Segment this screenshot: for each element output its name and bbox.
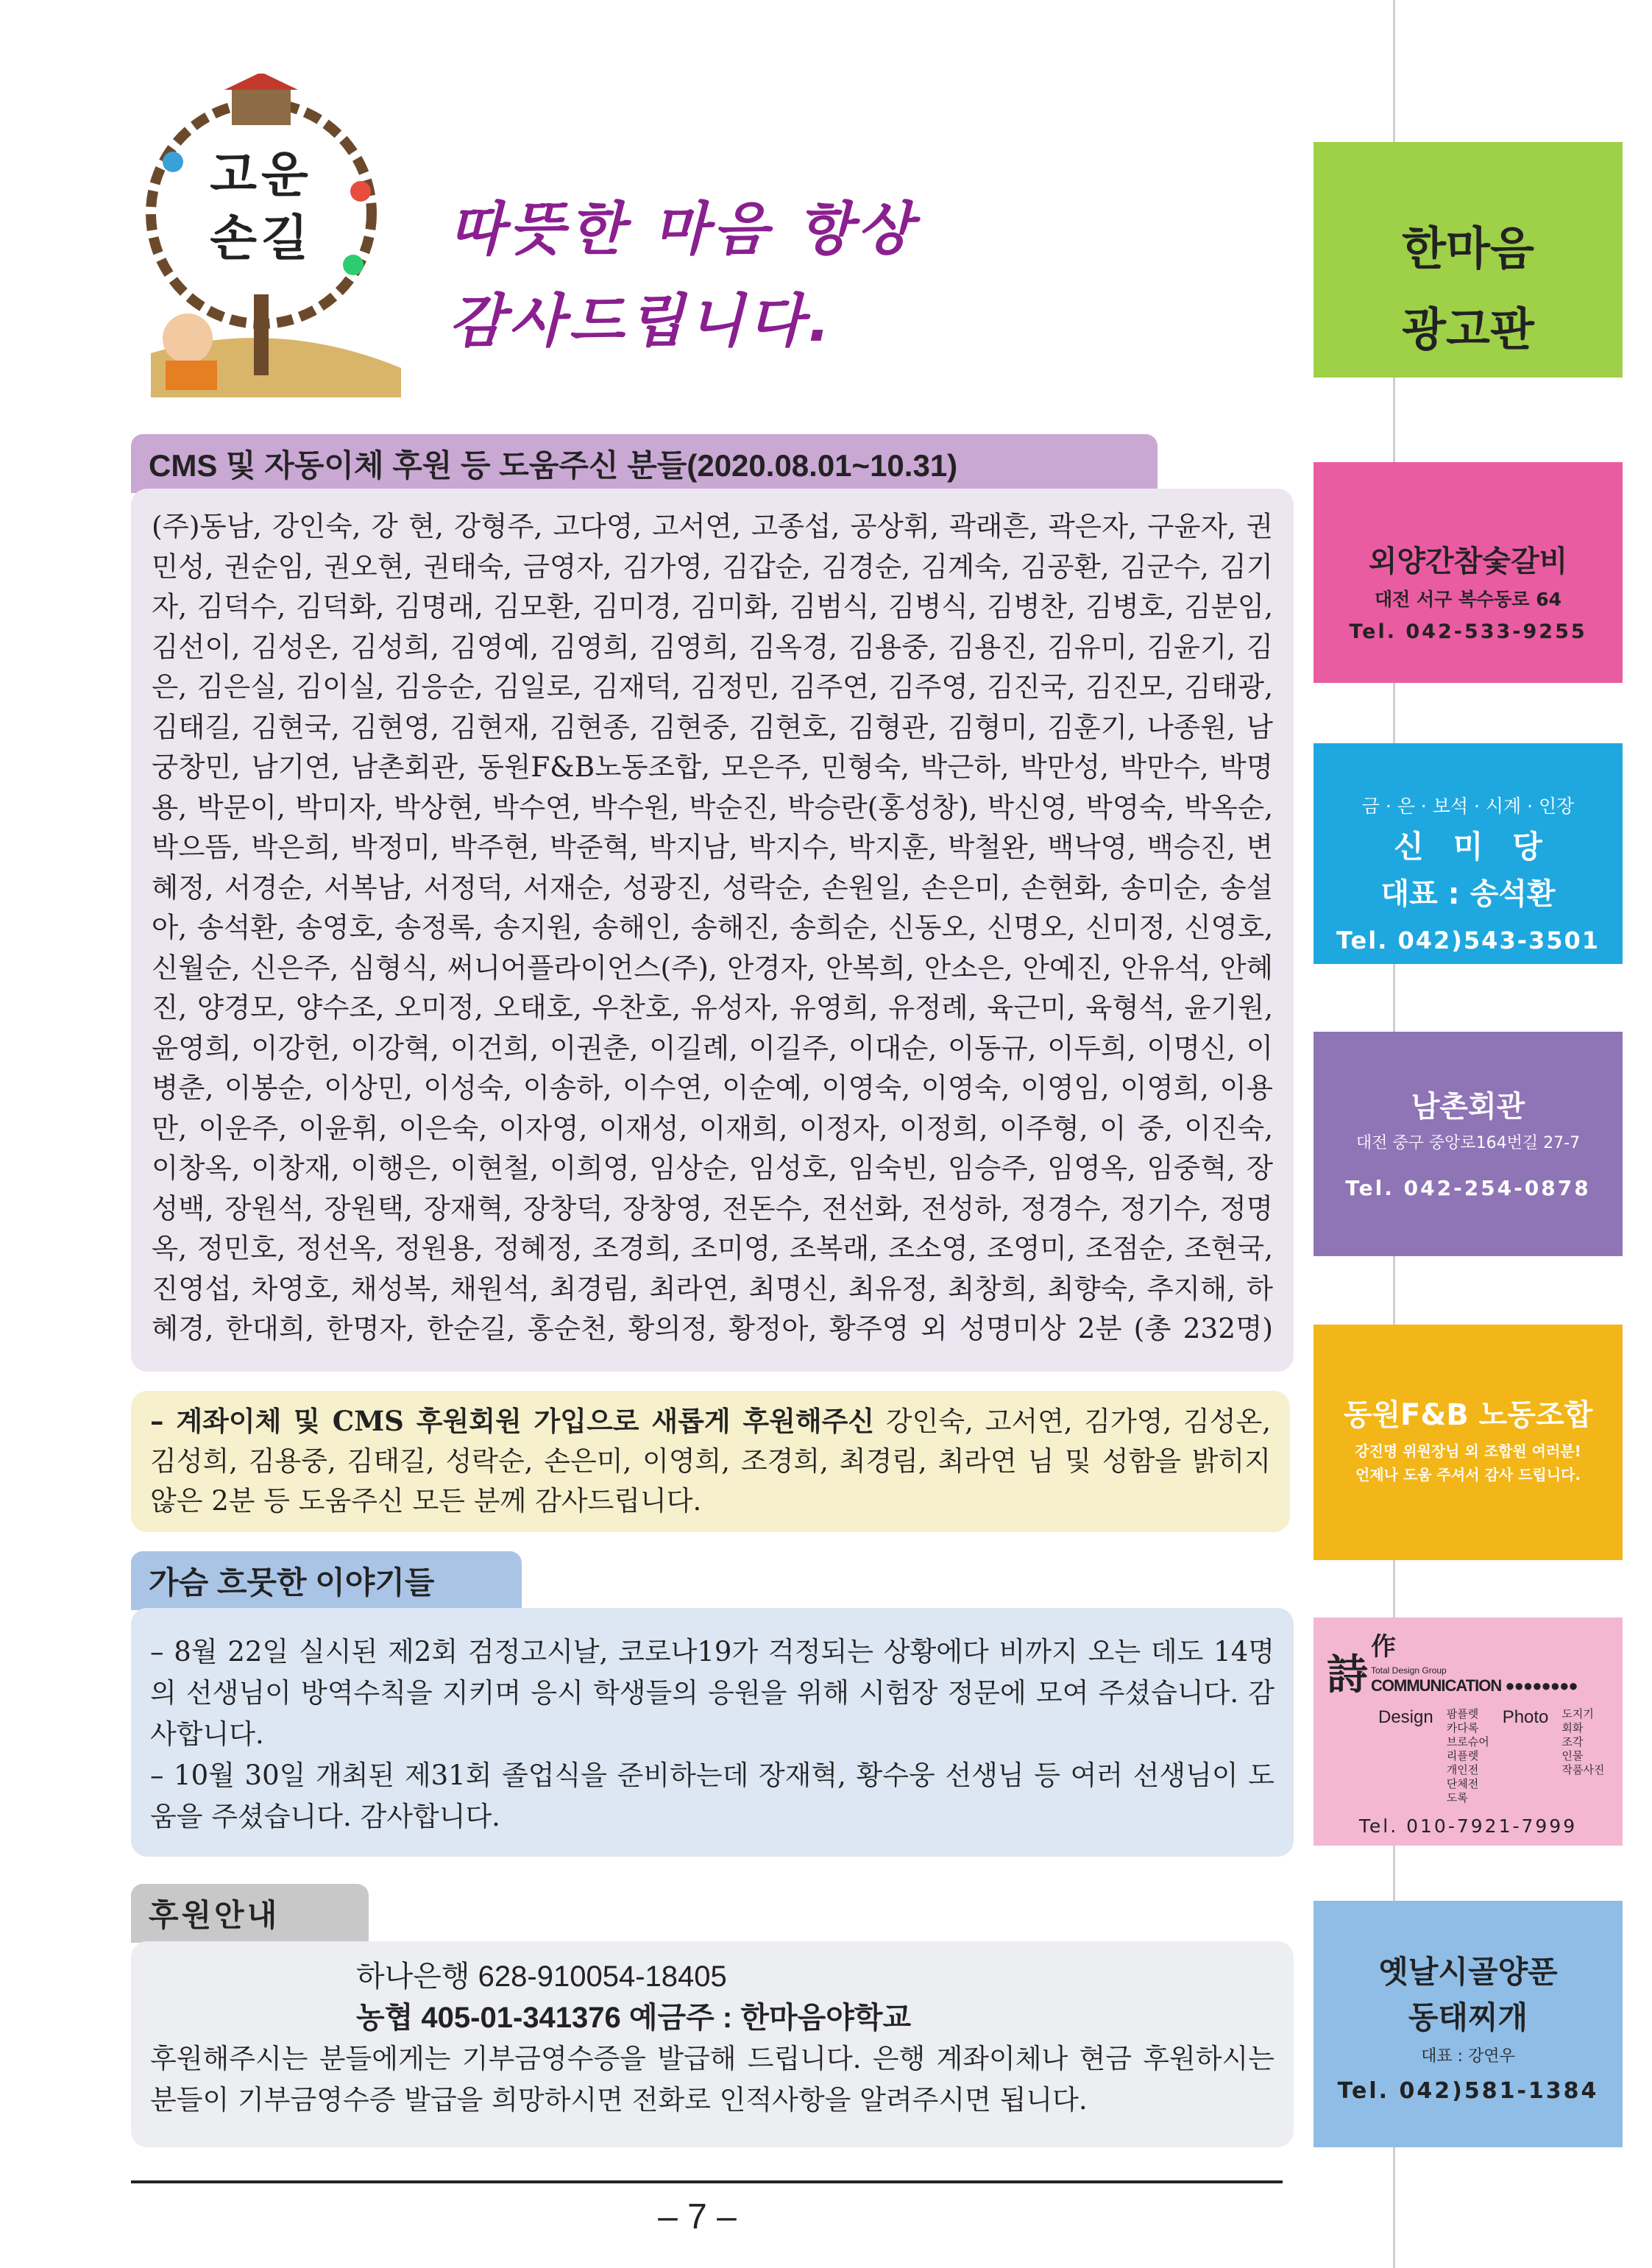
ad-design-item: 도록 [1446,1792,1468,1804]
ad-design-services [1378,1707,1609,1805]
ad-jewelry [1314,743,1623,964]
ad-photo-item: 도지기 [1561,1708,1594,1721]
headline [449,184,917,368]
ad-jewelry-ceo: 대표 : 송석환 [1380,877,1556,911]
story-item-2: – 10월 30일 개최된 제31회 졸업식을 준비하는데 장재혁, 황수웅 선생님 등 여러 선생님이 도움을 주셨습니다. 감사합니다. [150,1760,1275,1832]
goun-songil-logo [143,74,408,397]
bottom-divider [131,2180,1283,2183]
headline-line2: 감사드립니다. [449,288,834,355]
ad-jewelry-tagline: 금 · 은 · 보석 · 시계 · 인장 [1361,795,1575,817]
ad-design-item: 리플렛 [1446,1750,1479,1762]
ad-design [1314,1617,1623,1846]
ad-design-label-design: Design [1378,1707,1433,1727]
donation-section-title: 후원안내 [131,1884,369,1943]
donation-box [131,1941,1294,2147]
ad-dongtae-name2: 동태찌개 [1408,1999,1528,2035]
donor-names-list: (주)동남, 강인숙, 강 현, 강형주, 고다영, 고서연, 고종섭, 공상휘, 곽래흔, 곽은자, 구윤자, 권민성, 권순임, 권오현, 권태숙, 금영자, 김가영, 김갑순, 김경순, 김계숙, 김공환, 김군수, 김기자, 김덕수, 김덕화, 김명래, 김모환, 김미경, 김미화, 김범식, 김병식, 김병찬, 김병호, 김분임, 김선이, 김성온, 김성희, 김영예, 김영희, 김영희, 김옥경, 김용중, 김용진, 김유미, 김윤기, 김 은, 김은실, 김이실, 김응순, 김일로, 김재덕, 김정민, 김주연, 김주영, 김진국, 김진모, 김태광, 김태길, 김현국, 김현영, 김현재, 김현종, 김현중, 김현호, 김형관, 김형미, 김훈기, 나종원, 남궁창민, 남기연, 남촌회관, 동원F&B노동조합, 모은주, 민형숙, 박근하, 박만성, 박만수, 박명용, 박문이, 박미자, 박상현, 박수연, 박수원, 박순진, 박승란(홍성창), 박신영, 박영숙, 박옥순, 박으뜸, 박은희, 박정미, 박주현, 박준혁, 박지남, 박지수, 박지훈, 박철완, 백낙영, 백승진, 변혜정, 서경순, 서복남, 서정덕, 서재순, 성광진, 성락순, 손원일, 손은미, 손현화, 송미순, 송설아, 송석환, 송영호, 송정록, 송지원, 송해인, 송해진, 송희순, 신동오, 신명오, 신미정, 신영호, 신월순, 신은주, 심형식, 써니어플라이언스(주), 안경자, 안복희, 안소은, 안예진, 안유석, 안혜진, 양경모, 양수조, 오미정, 오태호, 우찬호, 유성자, 유영희, 유정례, 육근미, 육형석, 윤기원, 윤영희, 이강헌, 이강혁, 이건희, 이권춘, 이길례, 이길주, 이대순, 이동규, 이두희, 이명신, 이병춘, 이봉순, 이상민, 이성숙, 이송하, 이수연, 이순예, 이영숙, 이영숙, 이영임, 이영희, 이용만, 이운주, 이윤휘, 이은숙, 이자영, 이재성, 이재희, 이정자, 이정희, 이주형, 이 중, 이진숙, 이창옥, 이창재, 이행은, 이현철, 이희영, 임상순, 임성호, 임숙빈, 임승주, 임영옥, 임중혁, 장성백, 장원석, 장원택, 장재혁, 장창덕, 장창영, 전돈수, 전선화, 전성하, 정경수, 정기수, 정명옥, 정민호, 정선옥, 정원용, 정혜정, 조경희, 조미영, 조복래, 조소영, 조영미, 조점순, 조현국, 진영섭, 차영호, 채성복, 채원석, 최경림, 최라연, 최명신, 최유정, 최창희, 최향숙, 추지해, 하혜경, 한대희, 한명자, 한순길, 홍순천, 황의정, 황정아, 황주영 외 성명미상 2분 (총 232명) [152,510,1273,1344]
ad-galbi-address: 대전 서구 복수동로 64 [1374,589,1562,610]
ad-dongwon-msg1: 강진명 위원장님 외 조합원 여러분! [1355,1442,1581,1460]
ad-jewelry-name: 신미당 [1394,829,1572,865]
donation-note: 후원해주시는 분들에게는 기부금영수증을 발급해 드립니다. 은행 계좌이체나 현금 후원하시는 분들이 기부금영수증 발급을 희망하시면 전화로 인적사항을 알려주시면 됩니다. [150,2043,1275,2116]
ad-dongtae [1314,1901,1623,2147]
new-members-lead: – 계좌이체 및 CMS 후원회원 가입으로 새롭게 후원해주신 [150,1405,875,1437]
ad-photo-item: 작품사진 [1561,1764,1605,1776]
ad-design-list-photo [1561,1707,1604,1805]
ad-namchon-tel: Tel. 042-254-0878 [1345,1176,1591,1200]
ad-dongtae-name1: 옛날시골양푼 [1378,1954,1558,1990]
page-number: – 7 – [658,2197,737,2236]
stories-section-title: 가슴 흐뭇한 이야기들 [131,1551,522,1610]
ad-design-comm: COMMUNICATION ●●●●●●●● [1371,1676,1578,1695]
new-members-text: 강인숙, 고서연, 김가영, 김성온, 김성희, 김용중, 김태길, 성락순, 손은미, 이영희, 조경희, 최경림, 최라연 님 및 성함을 밝히지 않은 2분 등 도움주신 모든 분께 감사드립니다. [150,1406,1271,1517]
ad-design-kanji2: 作 [1371,1632,1396,1662]
ad-design-list-design [1447,1707,1489,1805]
new-members-box [131,1391,1290,1532]
bank-account-nonghyup: 농협 405-01-341376 예금주 : 한마음야학교 [356,2002,912,2034]
ad-galbi-name: 외양간참숯갈비 [1368,545,1568,578]
ad-jewelry-tel: Tel. 042)543-3501 [1336,926,1600,954]
logo-text-line1: 고운 [210,146,313,203]
ad-board-header [1314,142,1623,378]
ad-design-tel: Tel. 010-7921-7999 [1358,1815,1578,1837]
story-item-1: – 8월 22일 실시된 제2회 검정고시날, 코로나19가 걱정되는 상황에다 비까지 오는 데도 14명의 선생님이 방역수칙을 지키며 응시 학생들의 응원을 위해 시험장 정문에 모여 주셨습니다. 감사합니다. [150,1636,1275,1750]
ad-dongtae-tel: Tel. 042)581-1384 [1337,2078,1599,2104]
donor-names-box [131,489,1294,1372]
logo-text-line2: 손길 [210,210,313,266]
ad-design-item: 브로슈어 [1446,1736,1489,1748]
ad-design-kanji1: 詩 [1327,1651,1368,1699]
ad-galbi [1314,462,1623,683]
ad-board-line1: 한마음 [1402,222,1534,275]
stories-box [131,1608,1294,1857]
ad-photo-item: 회화 [1561,1722,1584,1734]
ad-board-line2: 광고판 [1402,302,1534,356]
cms-section-title: CMS 및 자동이체 후원 등 도움주신 분들(2020.08.01~10.31) [131,434,1158,493]
headline-line1: 따뜻한 마음 항상 [449,196,917,263]
ad-namchon-address: 대전 중구 중앙로164번길 27-7 [1355,1134,1581,1152]
bank-account-hana: 하나은행 628-910054-18405 [356,1960,727,1993]
ad-photo-item: 조각 [1561,1736,1584,1748]
ad-design-group: Total Design Group [1371,1665,1447,1676]
ad-design-item: 단체전 [1446,1778,1479,1790]
ad-dongtae-ceo: 대표 : 강연우 [1421,2047,1515,2066]
ad-dongwon-msg2: 언제나 도움 주셔서 감사 드립니다. [1355,1466,1581,1484]
ad-design-item: 팜플렛 [1446,1708,1479,1721]
ad-design-brand [1327,1626,1609,1699]
ad-namchon [1314,1032,1623,1256]
ad-dongwon-name: 동원F&B 노동조합 [1343,1398,1593,1432]
ad-design-item: 개인전 [1446,1764,1479,1776]
page-number-wrap [0,2197,1652,2237]
ad-dongwon-union [1314,1325,1623,1560]
ad-namchon-name: 남촌회관 [1411,1090,1525,1124]
ad-photo-item: 인물 [1561,1750,1584,1762]
ad-galbi-tel: Tel. 042-533-9255 [1349,620,1587,643]
ad-design-item: 카다록 [1446,1722,1479,1734]
ad-design-label-photo: Photo [1502,1707,1549,1727]
